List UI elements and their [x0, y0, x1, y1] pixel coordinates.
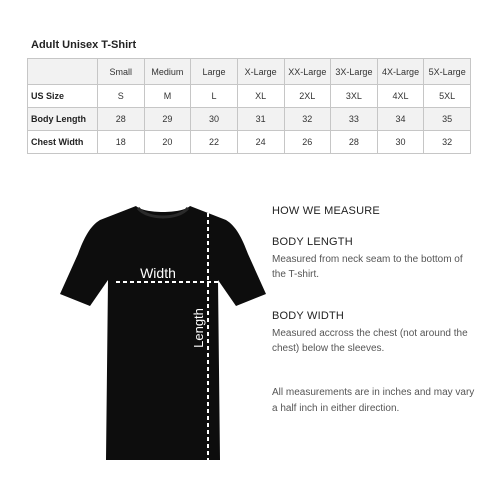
column-header: 4X-Large — [377, 59, 424, 85]
body-length-desc: Measured from neck seam to the bottom of the T-shirt. — [272, 254, 463, 280]
table-row — [28, 131, 471, 154]
how-we-measure-section — [272, 205, 477, 414]
column-header: XX-Large — [284, 59, 331, 85]
body-length-title: BODY LENGTH — [272, 236, 353, 248]
body-length-block — [272, 236, 477, 282]
table-cell: 35 — [424, 108, 471, 131]
width-label: Width — [140, 265, 176, 281]
tshirt-silhouette — [60, 206, 266, 460]
column-header: Small — [98, 59, 145, 85]
table-cell: 32 — [424, 131, 471, 154]
size-chart-title: Adult Unisex T-Shirt — [31, 39, 137, 51]
table-cell: 20 — [144, 131, 191, 154]
table-cell: 22 — [191, 131, 238, 154]
body-width-title: BODY WIDTH — [272, 310, 345, 322]
table-cell: 3XL — [331, 85, 378, 108]
table-cell: 34 — [377, 108, 424, 131]
measurement-note: All measurements are in inches and may vary a half inch in either direction. — [272, 387, 475, 414]
table-cell: 28 — [331, 131, 378, 154]
how-we-measure-heading: HOW WE MEASURE — [272, 205, 380, 217]
table-cell: 32 — [284, 108, 331, 131]
table-cell: 2XL — [284, 85, 331, 108]
table-cell: 30 — [191, 108, 238, 131]
column-header: Large — [191, 59, 238, 85]
size-chart-table — [27, 58, 471, 154]
table-cell: 24 — [237, 131, 284, 154]
table-cell: XL — [237, 85, 284, 108]
table-cell: 29 — [144, 108, 191, 131]
table-corner-cell — [28, 59, 98, 85]
table-row — [28, 108, 471, 131]
body-width-block — [272, 310, 477, 356]
table-row — [28, 85, 471, 108]
tshirt-diagram — [58, 198, 268, 466]
table-cell: M — [144, 85, 191, 108]
column-header: 3X-Large — [331, 59, 378, 85]
table-cell: S — [98, 85, 145, 108]
row-label: Body Length — [28, 108, 98, 131]
column-header: 5X-Large — [424, 59, 471, 85]
body-width-desc: Measured accross the chest (not around the chest) below the sleeves. — [272, 328, 468, 354]
table-cell: 28 — [98, 108, 145, 131]
length-label: Length — [191, 308, 206, 348]
table-header-row — [28, 59, 471, 85]
column-header: X-Large — [237, 59, 284, 85]
table-cell: 30 — [377, 131, 424, 154]
table-cell: 33 — [331, 108, 378, 131]
row-label: US Size — [28, 85, 98, 108]
table-cell: 5XL — [424, 85, 471, 108]
row-label: Chest Width — [28, 131, 98, 154]
table-cell: 18 — [98, 131, 145, 154]
table-cell: 4XL — [377, 85, 424, 108]
table-cell: L — [191, 85, 238, 108]
table-cell: 26 — [284, 131, 331, 154]
column-header: Medium — [144, 59, 191, 85]
table-cell: 31 — [237, 108, 284, 131]
